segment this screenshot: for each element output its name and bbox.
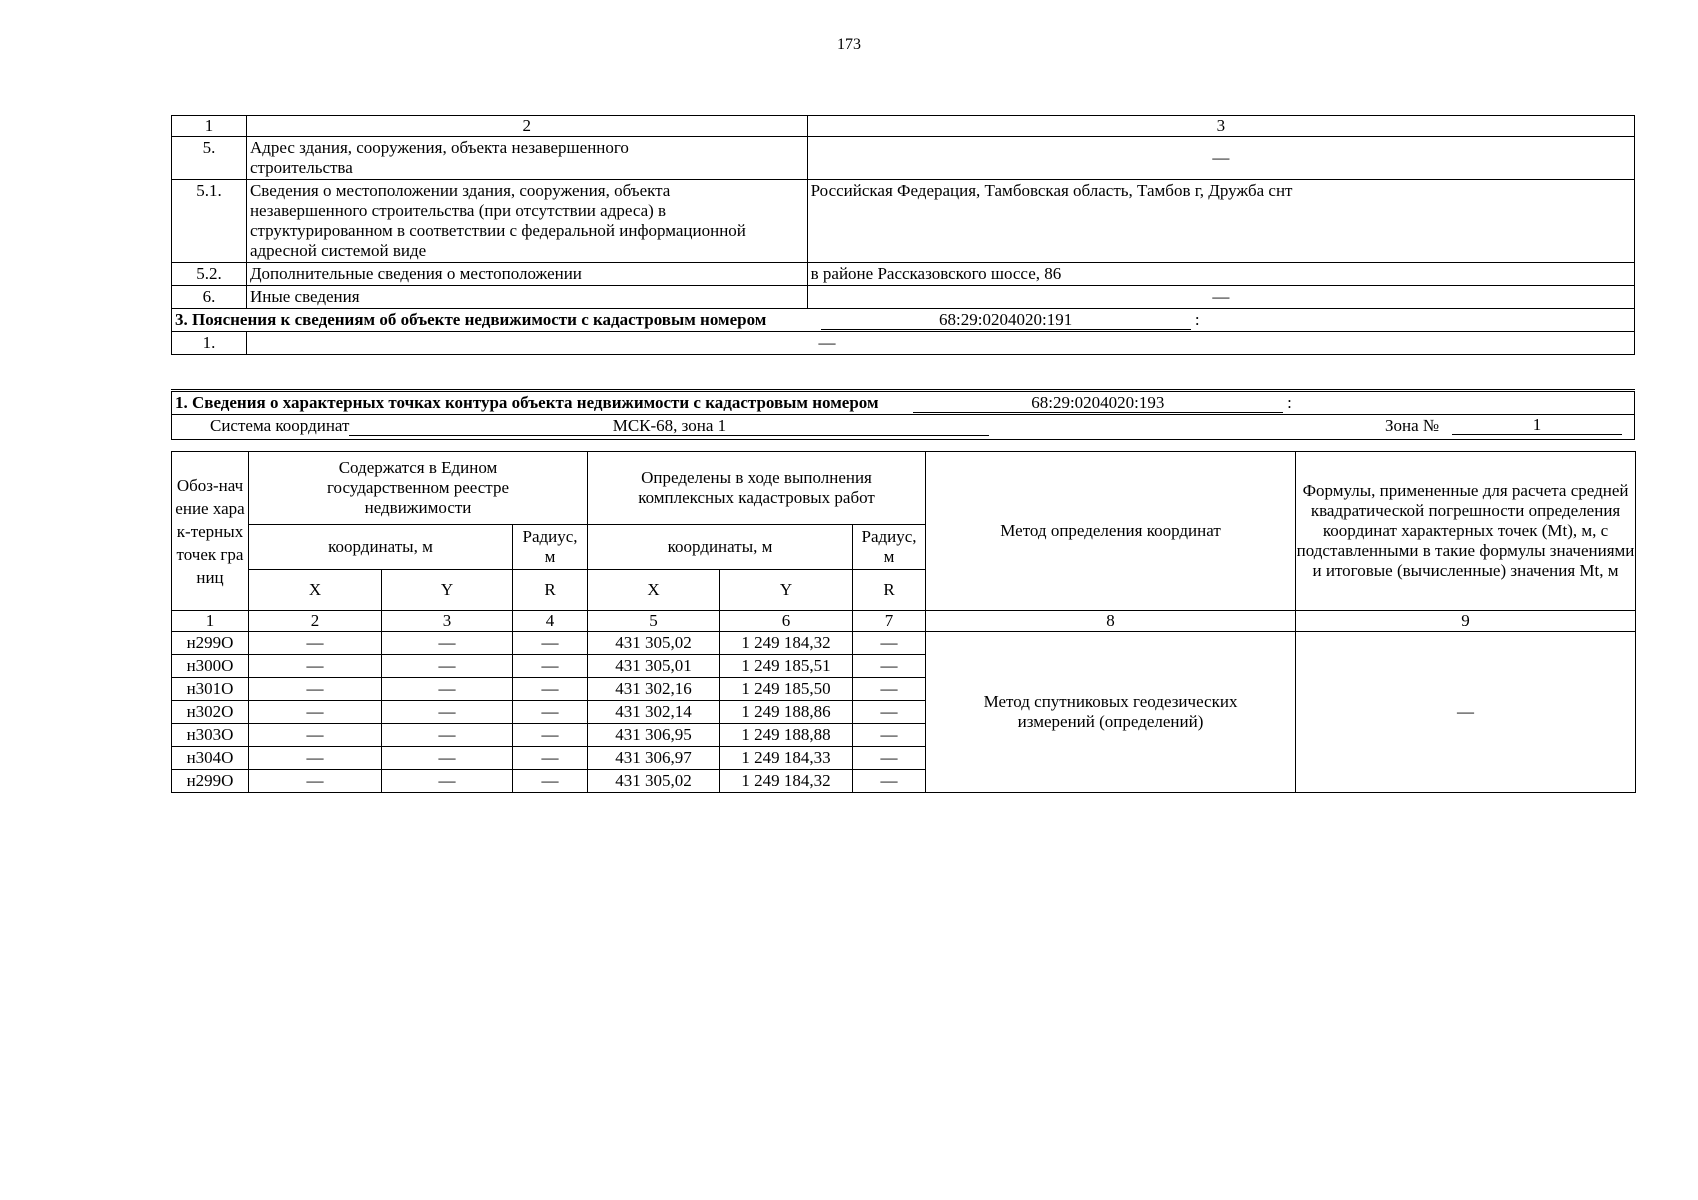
kkr-x: 431 306,97: [588, 747, 720, 770]
egrn-y: —: [382, 632, 513, 655]
row-label: Адрес здания, сооружения, объекта незавершенного строительства: [246, 137, 807, 180]
row-label: Дополнительные сведения о местоположении: [246, 263, 807, 286]
section1-title: [172, 391, 1635, 415]
egrn-y: —: [382, 724, 513, 747]
egrn-r: —: [513, 632, 588, 655]
row-number: 5.: [172, 137, 247, 180]
egrn-x: —: [249, 747, 382, 770]
egrn-x: —: [249, 724, 382, 747]
col-number: 4: [513, 611, 588, 632]
egrn-radius-header: Радиус, м: [513, 525, 588, 570]
kkr-r: —: [853, 747, 926, 770]
egrn-x-header: X: [249, 570, 382, 611]
egrn-header: Содержатся в Едином государственном реестре недвижимости: [249, 452, 588, 525]
kkr-y: 1 249 185,51: [720, 655, 853, 678]
egrn-r: —: [513, 701, 588, 724]
kkr-header: Определены в ходе выполнения комплексных кадастровых работ: [588, 452, 926, 525]
point-designation: н300О: [172, 655, 249, 678]
section3-cadastral-number: 68:29:0204020:191: [821, 311, 1191, 330]
col-number: 3: [382, 611, 513, 632]
point-designation: н299О: [172, 770, 249, 793]
egrn-y: —: [382, 655, 513, 678]
row-number: 6.: [172, 286, 247, 309]
row-value: —: [246, 332, 1634, 355]
kkr-r: —: [853, 655, 926, 678]
table-row: [172, 180, 1635, 263]
egrn-r: —: [513, 678, 588, 701]
point-designation: н302О: [172, 701, 249, 724]
col-number: 1: [172, 611, 249, 632]
designation-header: Обоз-начение харак-терных точек границ: [172, 452, 249, 611]
coord-system-label: Система координат: [210, 416, 350, 435]
kkr-y: 1 249 184,32: [720, 632, 853, 655]
row-value: —: [807, 286, 1634, 309]
point-designation: н304О: [172, 747, 249, 770]
column-number-row: [172, 116, 1635, 137]
table-row: [172, 286, 1635, 309]
kkr-y: 1 249 184,32: [720, 770, 853, 793]
formulas-header: Формулы, примененные для расчета средней квадратической погрешности определения координат характерных точек (Mt), м, с подставленными в такие формулы значениями и итоговые (вычисленные) значения Mt, м: [1296, 452, 1636, 611]
col-number: 6: [720, 611, 853, 632]
row-value: —: [807, 137, 1634, 180]
column-number-row: [172, 611, 1636, 632]
table-row: [172, 137, 1635, 180]
egrn-y: —: [382, 747, 513, 770]
kkr-x: 431 305,02: [588, 632, 720, 655]
col-number: 2: [249, 611, 382, 632]
object-info-table: [171, 115, 1635, 355]
egrn-r: —: [513, 770, 588, 793]
col-number: 1: [172, 116, 247, 137]
egrn-r: —: [513, 724, 588, 747]
kkr-y: 1 249 184,33: [720, 747, 853, 770]
kkr-r: —: [853, 632, 926, 655]
row-number: 5.1.: [172, 180, 247, 263]
row-value: в районе Рассказовского шоссе, 86: [807, 263, 1634, 286]
coord-system-cell: [172, 415, 1635, 440]
section3-title: [172, 309, 1635, 332]
kkr-y: 1 249 188,88: [720, 724, 853, 747]
egrn-coords-header: координаты, м: [249, 525, 513, 570]
formulas-value: —: [1296, 632, 1636, 793]
kkr-x: 431 302,14: [588, 701, 720, 724]
kkr-r: —: [853, 724, 926, 747]
kkr-x: 431 302,16: [588, 678, 720, 701]
kkr-x-header: X: [588, 570, 720, 611]
kkr-x: 431 306,95: [588, 724, 720, 747]
egrn-x: —: [249, 701, 382, 724]
section1-title-text: 1. Сведения о характерных точках контура объекта недвижимости с кадастровым номером: [175, 393, 879, 412]
section3-title-text: 3. Пояснения к сведениям об объекте недвижимости с кадастровым номером: [175, 310, 767, 329]
kkr-r: —: [853, 701, 926, 724]
kkr-y: 1 249 185,50: [720, 678, 853, 701]
col-number: 9: [1296, 611, 1636, 632]
egrn-y: —: [382, 770, 513, 793]
row-value: Российская Федерация, Тамбовская область, Тамбов г, Дружба снт: [807, 180, 1634, 263]
coord-system-row: [172, 415, 1635, 440]
row-label: Иные сведения: [246, 286, 807, 309]
egrn-y: —: [382, 701, 513, 724]
egrn-r: —: [513, 655, 588, 678]
kkr-y-header: Y: [720, 570, 853, 611]
kkr-r-header: R: [853, 570, 926, 611]
section1-title-row: [172, 391, 1635, 415]
point-designation: н303О: [172, 724, 249, 747]
kkr-y: 1 249 188,86: [720, 701, 853, 724]
section1-colon: :: [1287, 393, 1292, 412]
coordinates-table: [171, 451, 1636, 793]
col-number: 3: [807, 116, 1634, 137]
section1-header: [171, 389, 1635, 440]
egrn-r: —: [513, 747, 588, 770]
section3-title-row: [172, 309, 1635, 332]
egrn-y-header: Y: [382, 570, 513, 611]
page-number: 173: [837, 36, 861, 53]
egrn-r-header: R: [513, 570, 588, 611]
kkr-x: 431 305,02: [588, 770, 720, 793]
row-label: Сведения о местоположении здания, сооружения, объекта незавершенного строительства (при отсутствии адреса) в структурированном в соответствии с федеральной информационной адресной системой виде: [246, 180, 807, 263]
egrn-x: —: [249, 678, 382, 701]
coord-system-value: МСК-68, зона 1: [349, 417, 989, 436]
table-row: [172, 263, 1635, 286]
section1-cadastral-number: 68:29:0204020:193: [913, 394, 1283, 413]
header-row: [172, 452, 1636, 525]
kkr-x: 431 305,01: [588, 655, 720, 678]
col-number: 8: [926, 611, 1296, 632]
egrn-x: —: [249, 770, 382, 793]
kkr-r: —: [853, 678, 926, 701]
point-designation: н301О: [172, 678, 249, 701]
row-number: 1.: [172, 332, 247, 355]
table-row: [172, 632, 1636, 655]
egrn-y: —: [382, 678, 513, 701]
egrn-x: —: [249, 655, 382, 678]
point-designation: н299О: [172, 632, 249, 655]
col-number: 5: [588, 611, 720, 632]
zone-label: Зона №: [1385, 416, 1440, 435]
row-number: 5.2.: [172, 263, 247, 286]
kkr-r: —: [853, 770, 926, 793]
col-number: 7: [853, 611, 926, 632]
table-row: [172, 332, 1635, 355]
method-value: Метод спутниковых геодезических измерений (определений): [926, 632, 1296, 793]
kkr-radius-header: Радиус, м: [853, 525, 926, 570]
section3-colon: :: [1194, 310, 1200, 329]
egrn-x: —: [249, 632, 382, 655]
zone-value: 1: [1452, 416, 1622, 435]
method-header: Метод определения координат: [926, 452, 1296, 611]
kkr-coords-header: координаты, м: [588, 525, 853, 570]
col-number: 2: [246, 116, 807, 137]
